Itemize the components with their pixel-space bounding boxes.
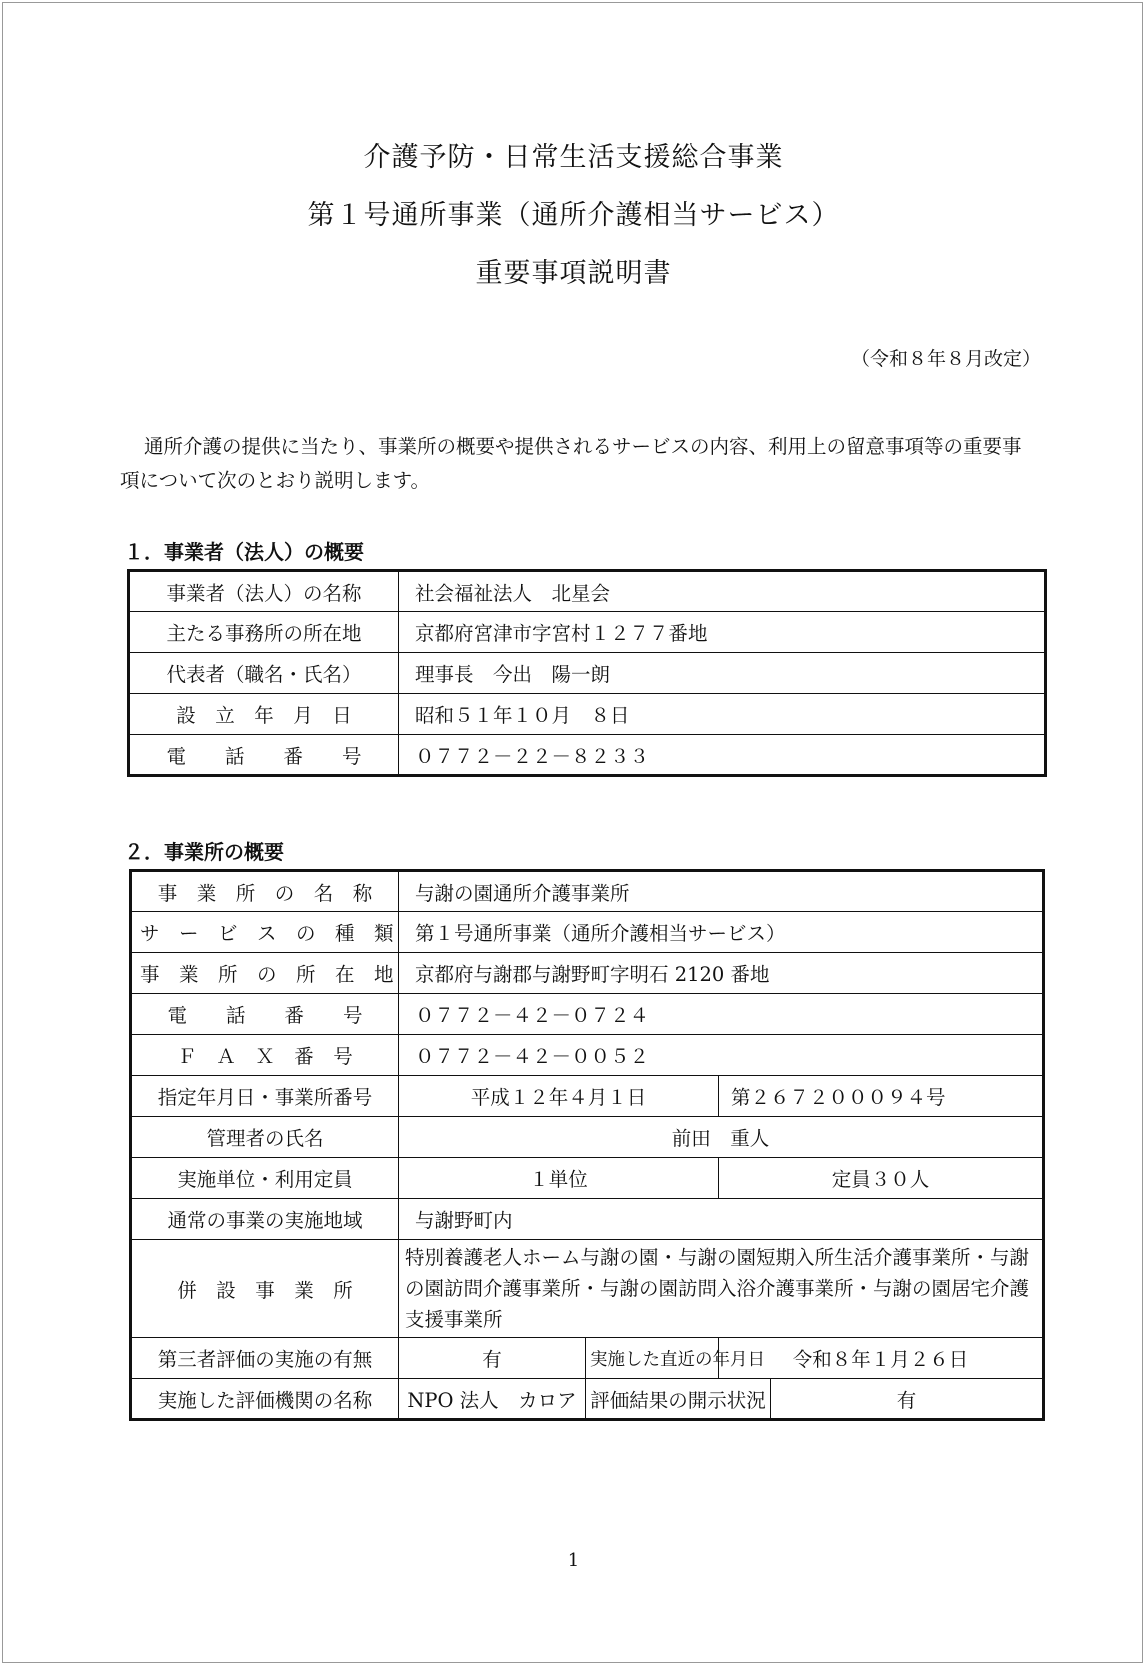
unit-capacity-label: 実施単位・利用定員 [131, 1158, 399, 1199]
table-row [131, 953, 1044, 994]
annex-value: 特別養護老人ホーム与謝の園・与謝の園短期入所生活介護事業所・与謝の園訪問介護事業所・与謝の園訪問入浴介護事業所・与謝の園居宅介護支援事業所 [399, 1240, 1044, 1338]
table-row [131, 1117, 1044, 1158]
row-value: 京都府宮津市字宮村１２７７番地 [399, 612, 1046, 653]
annex-label: 併 設 事 業 所 [131, 1240, 399, 1338]
table-row [131, 994, 1044, 1035]
row-label: 設 立 年 月 日 [129, 694, 399, 735]
disclosure-label: 評価結果の開示状況 [586, 1379, 771, 1420]
section1-heading: １．事業者（法人）の概要 [124, 540, 364, 564]
office-address-value: 京都府与謝郡与謝野町字明石 2120 番地 [399, 953, 1044, 994]
revision-note: （令和８年８月改定） [850, 348, 1041, 370]
table-row [131, 1199, 1044, 1240]
table-row [131, 1240, 1044, 1338]
row-label: 電 話 番 号 [129, 735, 399, 776]
row-label: 代表者（職名・氏名） [129, 653, 399, 694]
row-value: 昭和５１年１０月 ８日 [399, 694, 1046, 735]
designation-label: 指定年月日・事業所番号 [131, 1076, 399, 1117]
table-row [131, 1379, 1044, 1420]
title-line-3: 重要事項説明書 [475, 258, 672, 289]
office-fax-label: Ｆ Ａ Ｘ 番 号 [131, 1035, 399, 1076]
office-name-value: 与謝の園通所介護事業所 [399, 871, 1044, 912]
row-value: 社会福祉法人 北星会 [399, 571, 1046, 612]
evaluator-value: NPO 法人 カロア [399, 1379, 586, 1420]
service-type-label: サ ー ビ ス の 種 類 [131, 912, 399, 953]
office-fax-value: ０７７２－４２－００５２ [399, 1035, 1044, 1076]
table-row [129, 653, 1046, 694]
section2-heading: ２．事業所の概要 [124, 840, 284, 864]
table-row [129, 571, 1046, 612]
row-value: ０７７２－２２－８２３３ [399, 735, 1046, 776]
recent-date-value: 令和８年１月２６日 [719, 1338, 1044, 1379]
title-line-1: 介護予防・日常生活支援総合事業 [363, 142, 784, 173]
service-area-label: 通常の事業の実施地域 [131, 1199, 399, 1240]
service-type-value: 第１号通所事業（通所介護相当サービス） [399, 912, 1044, 953]
third-party-label: 第三者評価の実施の有無 [131, 1338, 399, 1379]
disclosure-value: 有 [771, 1379, 1044, 1420]
row-label: 事業者（法人）の名称 [129, 571, 399, 612]
manager-value: 前田 重人 [399, 1117, 1044, 1158]
office-address-label: 事 業 所 の 所 在 地 [131, 953, 399, 994]
table-row [131, 1035, 1044, 1076]
table-row [131, 1158, 1044, 1199]
recent-date-label: 実施した直近の年月日 [586, 1338, 719, 1379]
row-value: 理事長 今出 陽一朗 [399, 653, 1046, 694]
designation-date: 平成１２年４月１日 [399, 1076, 719, 1117]
table-row [131, 912, 1044, 953]
capacity-value: 定員３０人 [719, 1158, 1044, 1199]
table-row [129, 735, 1046, 776]
row-label: 主たる事務所の所在地 [129, 612, 399, 653]
office-phone-label: 電 話 番 号 [131, 994, 399, 1035]
table-row [129, 612, 1046, 653]
service-area-value: 与謝野町内 [399, 1199, 1044, 1240]
third-party-value: 有 [399, 1338, 586, 1379]
table-row [131, 871, 1044, 912]
office-table [129, 869, 1045, 1421]
table-row [129, 694, 1046, 735]
table-row [131, 1338, 1044, 1379]
office-name-label: 事 業 所 の 名 称 [131, 871, 399, 912]
office-phone-value: ０７７２－４２－０７２４ [399, 994, 1044, 1035]
designation-number: 第２６７２０００９４号 [719, 1076, 1044, 1117]
table-row [131, 1076, 1044, 1117]
page-number: 1 [567, 1550, 580, 1571]
title-line-2: 第１号通所事業（通所介護相当サービス） [307, 200, 840, 231]
manager-label: 管理者の氏名 [131, 1117, 399, 1158]
evaluator-label: 実施した評価機関の名称 [131, 1379, 399, 1420]
corporation-table [127, 569, 1047, 777]
unit-value: １単位 [399, 1158, 719, 1199]
intro-paragraph: 通所介護の提供に当たり、事業所の概要や提供されるサービスの内容、利用上の留意事項等の重要事項について次のとおり説明します。 [120, 435, 1022, 492]
